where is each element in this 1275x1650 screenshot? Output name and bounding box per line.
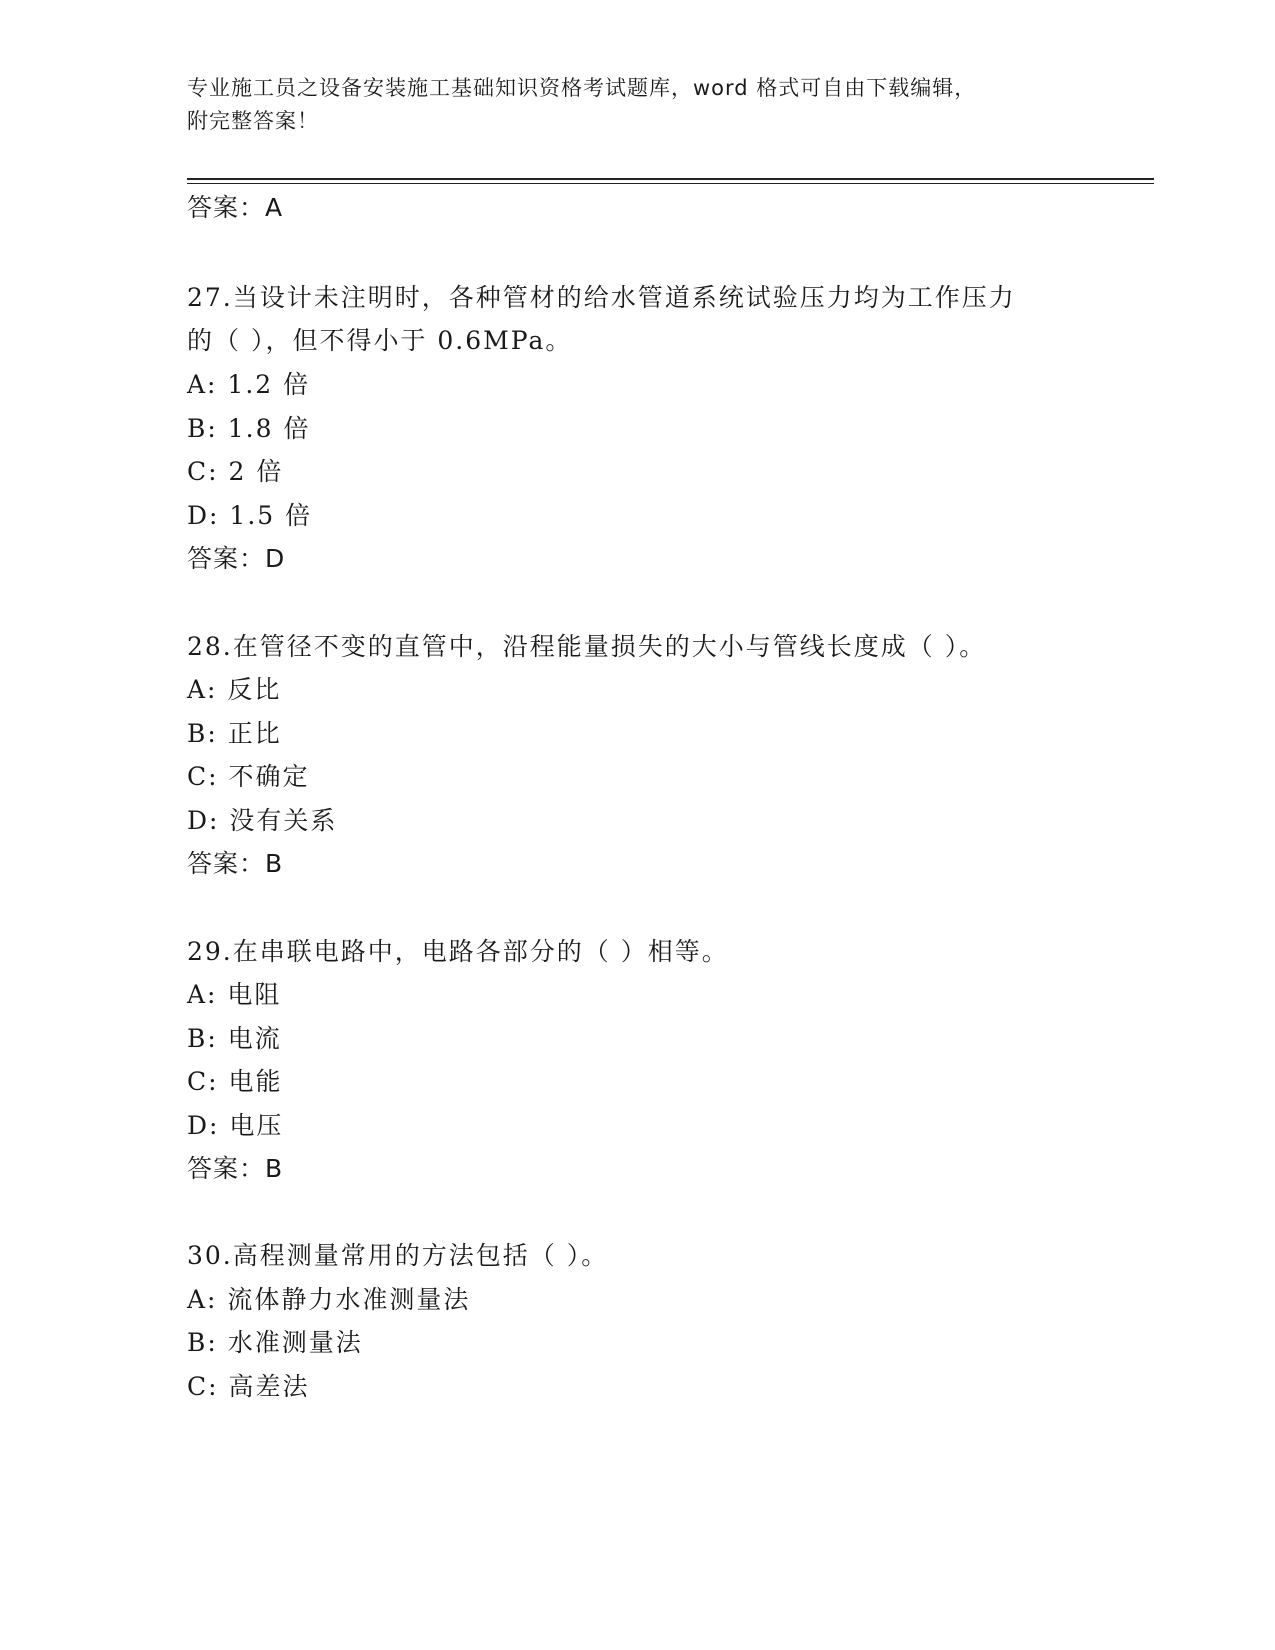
question-28-answer: 答案：B bbox=[187, 849, 284, 878]
question-28-option-b: B: 正比 bbox=[187, 719, 282, 748]
question-30-option-a: A: 流体静力水准测量法 bbox=[187, 1285, 471, 1314]
question-27-option-d: D: 1.5 倍 bbox=[187, 501, 313, 530]
question-29-answer: 答案：B bbox=[187, 1154, 284, 1183]
question-28-option-d: D: 没有关系 bbox=[187, 806, 338, 835]
question-30-option-b: B: 水准测量法 bbox=[187, 1328, 363, 1357]
question-27-option-c: C: 2 倍 bbox=[187, 457, 284, 486]
question-28-option-a: A: 反比 bbox=[187, 675, 282, 704]
document-header bbox=[187, 72, 1067, 138]
question-27-answer: 答案：D bbox=[187, 544, 286, 573]
question-29-option-b: B: 电流 bbox=[187, 1024, 282, 1053]
header-line-1: 专业施工员之设备安装施工基础知识资格考试题库，word 格式可自由下载编辑， bbox=[187, 76, 977, 100]
question-28-option-c: C: 不确定 bbox=[187, 762, 310, 791]
header-divider-thin bbox=[187, 183, 1154, 184]
question-30-option-c: C: 高差法 bbox=[187, 1372, 310, 1401]
question-29-option-d: D: 电压 bbox=[187, 1111, 284, 1140]
question-27-stem-line-2: 的（ ），但不得小于 0.6MPa。 bbox=[187, 326, 573, 355]
answer-prev: 答案：A bbox=[187, 193, 284, 222]
question-29-stem-line-1: 29.在串联电路中，电路各部分的（ ）相等。 bbox=[187, 937, 729, 966]
question-27-option-a: A: 1.2 倍 bbox=[187, 370, 311, 399]
header-line-2: 附完整答案！ bbox=[187, 109, 319, 133]
question-29-option-c: C: 电能 bbox=[187, 1067, 283, 1096]
question-30-stem-line-1: 30.高程测量常用的方法包括（ ）。 bbox=[187, 1241, 609, 1270]
question-27-option-b: B: 1.8 倍 bbox=[187, 414, 311, 443]
question-27-stem-line-1: 27.当设计未注明时，各种管材的给水管道系统试验压力均为工作压力 bbox=[187, 283, 1016, 312]
header-divider-thick bbox=[187, 178, 1154, 180]
question-29-option-a: A: 电阻 bbox=[187, 980, 282, 1009]
question-28-stem-line-1: 28.在管径不变的直管中，沿程能量损失的大小与管线长度成（ ）。 bbox=[187, 632, 987, 661]
